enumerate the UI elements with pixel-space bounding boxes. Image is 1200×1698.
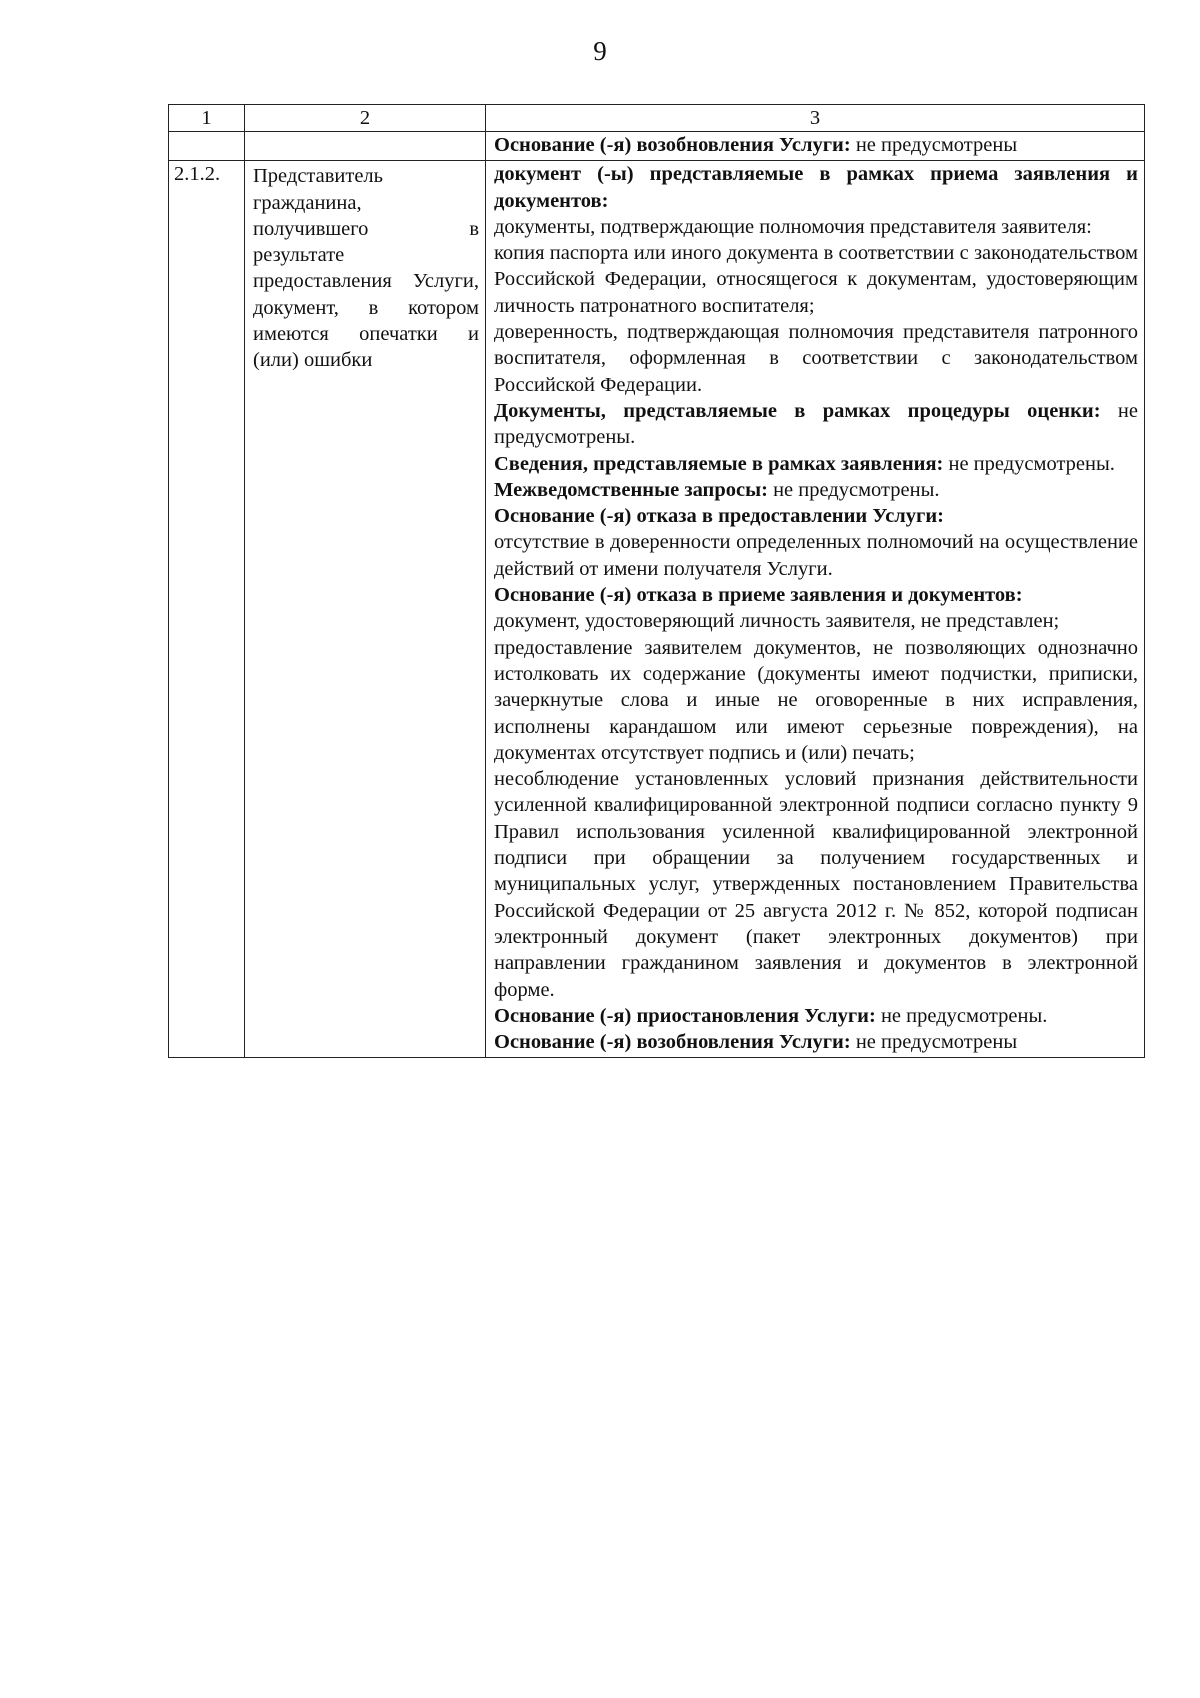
- detail-paragraph: [494, 240, 1138, 319]
- detail-paragraph: [494, 319, 1138, 398]
- detail-paragraph: [494, 1029, 1138, 1055]
- detail-heading: Основание (-я) отказа в приеме заявления и документов:: [494, 584, 1023, 607]
- row-number: 2.1.2.: [169, 161, 245, 1058]
- detail-paragraph: [494, 398, 1138, 451]
- detail-paragraph: [494, 214, 1138, 240]
- detail-heading: Основание (-я) возобновления Услуги:: [494, 1031, 851, 1054]
- resume-heading: Основание (-я) возобновления Услуги:: [494, 134, 851, 156]
- detail-paragraph: [494, 161, 1138, 214]
- detail-text: копия паспорта или иного документа в соответствии с законодательством Российской Федерации, относящегося к документам, удостоверяющим личность патронатного воспитателя;: [494, 242, 1138, 317]
- detail-text: не предусмотрены.: [767, 478, 940, 501]
- detail-paragraph: [494, 635, 1138, 766]
- detail-heading: Межведомственные запросы:: [494, 478, 768, 501]
- row0-col3: [486, 132, 1145, 161]
- applicant-cell: [245, 161, 486, 1058]
- detail-text: документ, удостоверяющий личность заявителя, не представлен;: [494, 610, 1060, 633]
- detail-paragraph: [494, 1003, 1138, 1029]
- resume-text: не предусмотрены: [850, 134, 1018, 156]
- row0-col1: [169, 132, 245, 161]
- detail-paragraph: [494, 451, 1138, 477]
- detail-paragraph: [494, 608, 1138, 634]
- detail-heading: Сведения, представляемые в рамках заявления:: [494, 452, 944, 475]
- detail-paragraph: [494, 477, 1138, 503]
- detail-text: отсутствие в доверенности определенных полномочий на осуществление действий от имени получателя Услуги.: [494, 531, 1138, 580]
- detail-text: не предусмотрены: [850, 1031, 1018, 1054]
- details-blocks: [494, 161, 1138, 1055]
- table-row: [169, 161, 1145, 1058]
- detail-text: предоставление заявителем документов, не позволяющих однозначно истолковать их содержание (документы имеют подчистки, приписки, зачеркнутые слова и иные не оговоренные в них исправления, исполнены карандашом или имеют серьезные повреждения), на документах отсутствует подпись и (или) печать;: [494, 636, 1138, 764]
- detail-text: доверенность, подтверждающая полномочия представителя патронного воспитателя, оформленная в соответствии с законодательством Российской Федерации.: [494, 321, 1138, 396]
- detail-text: несоблюдение установленных условий признания действительности усиленной квалифицированной электронной подписи согласно пункту 9 Правил использования усиленной квалифицированной электронной подписи при обращении за получением государственных и муниципальных услуг, утвержденных постановлением Правительства Российской Федерации от 25 августа 2012 г. № 852, которой подписан электронный документ (пакет электронных документов) при направлении гражданином заявления и документов в электронной форме.: [494, 768, 1138, 1001]
- table-header-row: [169, 105, 1145, 132]
- detail-text: не предусмотрены.: [494, 399, 1138, 449]
- detail-paragraph: [494, 582, 1138, 608]
- page-number: 9: [593, 36, 607, 66]
- detail-text: не предусмотрены.: [875, 1004, 1048, 1027]
- detail-paragraph: [494, 529, 1138, 582]
- detail-heading: Документы, представляемые в рамках процедуры оценки:: [494, 399, 1101, 422]
- detail-text: не предусмотрены.: [943, 452, 1115, 475]
- applicant-description: Представитель гражданина, получившего в результате предоставления Услуги, документ, в котором имеются опечатки и (или) ошибки: [253, 165, 479, 372]
- details-cell: [486, 161, 1145, 1058]
- document-table: [168, 104, 1145, 1058]
- header-col-1: 1: [169, 105, 245, 132]
- detail-paragraph: [494, 766, 1138, 1003]
- header-col-3: 3: [486, 105, 1145, 132]
- detail-heading: Основание (-я) отказа в предоставлении Услуги:: [494, 505, 944, 528]
- detail-heading: Основание (-я) приостановления Услуги:: [494, 1004, 876, 1027]
- row0-col2: [245, 132, 486, 161]
- detail-heading: документ (-ы) представляемые в рамках приема заявления и документов:: [494, 163, 1138, 212]
- detail-text: документы, подтверждающие полномочия представителя заявителя:: [494, 215, 1092, 238]
- table-row: [169, 132, 1145, 161]
- header-col-2: 2: [245, 105, 486, 132]
- detail-paragraph: [494, 503, 1138, 529]
